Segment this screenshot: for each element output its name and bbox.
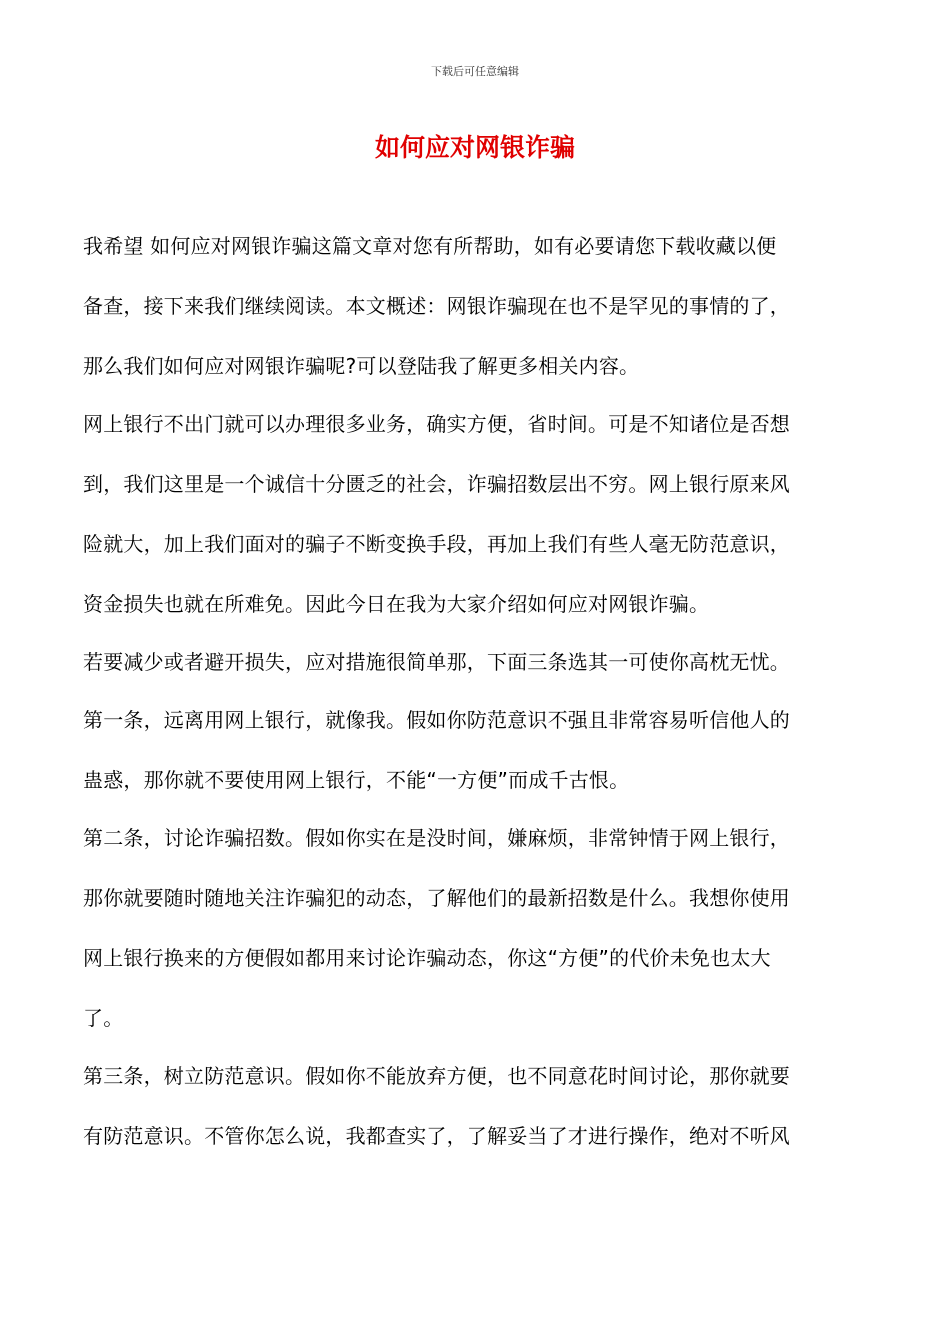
page-title: 如何应对网银诈骗 [374, 133, 575, 162]
text-line: 第一条，远离用网上银行，就像我。假如你防范意识不强且非常容易听信他人的 [83, 708, 790, 732]
text-line: 我希望 如何应对网银诈骗这篇文章对您有所帮助，如有必要请您下载收藏以便 [83, 234, 777, 258]
text-line: 网上银行换来的方便假如都用来讨论诈骗动态，你这“方便”的代价未免也太大 [83, 946, 771, 970]
text-line: 险就大，加上我们面对的骗子不断变换手段，再加上我们有些人毫无防范意识， [83, 532, 790, 556]
text-line: 资金损失也就在所难免。因此今日在我为大家介绍如何应对网银诈骗。 [83, 592, 710, 616]
text-line: 若要减少或者避开损失，应对措施很简单那，下面三条选其一可使你高枕无忧。 [83, 650, 790, 674]
text-line: 那你就要随时随地关注诈骗犯的动态，了解他们的最新招数是什么。我想你使用 [83, 886, 790, 910]
text-line: 第三条，树立防范意识。假如你不能放弃方便，也不同意花时间讨论，那你就要 [83, 1064, 790, 1088]
text-line: 网上银行不出门就可以办理很多业务，确实方便，省时间。可是不知诸位是否想 [83, 412, 790, 436]
text-line: 第二条，讨论诈骗招数。假如你实在是没时间，嫌麻烦，非常钟情于网上银行， [83, 826, 790, 850]
text-line: 了。 [83, 1006, 124, 1030]
article-body [83, 216, 869, 1166]
text-line: 有防范意识。不管你怎么说，我都查实了，了解妥当了才进行操作，绝对不听风 [83, 1124, 790, 1148]
text-line: 那么我们如何应对网银诈骗呢?可以登陆我了解更多相关内容。 [83, 354, 640, 378]
text-line: 备查，接下来我们继续阅读。本文概述：网银诈骗现在也不是罕见的事情的了， [83, 294, 790, 318]
text-line: 到，我们这里是一个诚信十分匮乏的社会，诈骗招数层出不穷。网上银行原来风 [83, 472, 790, 496]
text-line: 蛊惑，那你就不要使用网上银行，不能“一方便”而成千古恨。 [83, 768, 630, 792]
header-note: 下载后可任意编辑 [431, 65, 519, 78]
